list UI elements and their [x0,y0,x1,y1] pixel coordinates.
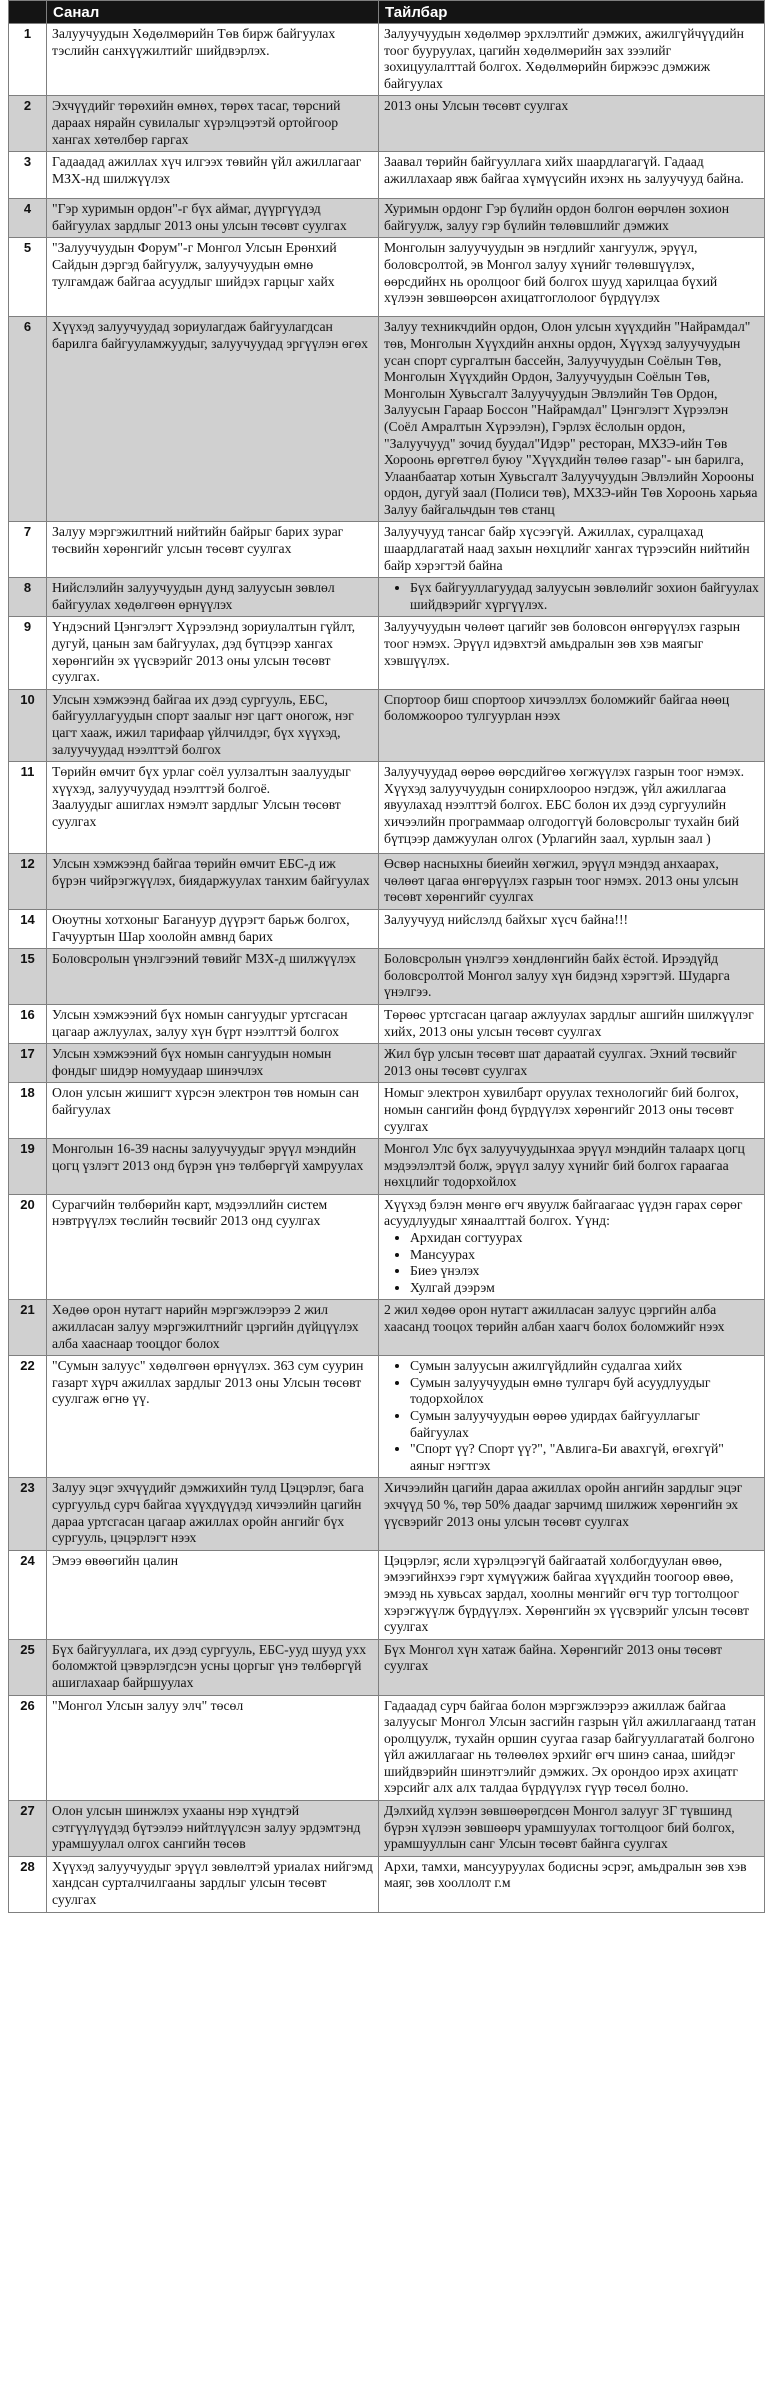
proposal-text: Хүүхэд залуучуудыг эрүүл зөвлөлтэй уриалах нийгэмд хандсан сурталчилгааны зардлыг улсын төсөвт суулгах [52,1858,373,1908]
proposal-text: Хүүхэд залуучуудад зориулагдаж байгуулагдсан барилга байгууламжуудыг, залуучуудад эргүүлэн өгөх [52,319,369,351]
note-bullet-list [384,1358,759,1474]
note-text: Хичээлийн цагийн дараа ажиллах оройн ангийн зардлыг эцэг эхчүүд 50 %, төр 50% даадаг зарчимд шилжиж хөрөнгийн эх үүсвэрийг 2013 оны улсын төсөвт суулгах [384,1480,743,1529]
note-cell [379,578,765,617]
table-row [9,1801,765,1857]
note-text: 2013 оны Улсын төсөвт суулгах [384,98,569,114]
note-text: Залуучуудын хөдөлмөр эрхлэлтийг дэмжих, ажилгүйчүүдийн тоог бууруулах, цагийн хөдөлмөрийн зах зээлийг зохицуулалттай болгох. Хөдөлмөрийн биржээс дэмжиж байгуулах [384,26,744,91]
note-text: Хүүхэд бэлэн мөнгө өгч явуулж байгаагаас үүдэн гарах сөрөг асуудлуудыг хянаалттай болгох. Үүнд: [384,1196,743,1229]
row-number: 4 [9,199,47,238]
proposal-text: Хөдөө орон нутагт нарийн мэргэжлээрээ 2 жил ажилласан залуу мэргэжилтнийг цэргийн дүйцүүлэх алба хааснаар тооцдог болох [52,1302,359,1351]
proposal-cell [47,96,379,152]
table-row [9,24,765,96]
row-number: 12 [9,854,47,910]
row-number: 25 [9,1639,47,1695]
table-row [9,617,765,689]
proposal-text: Сурагчийн төлбөрийн карт, мэдээллийн систем нэвтрүүлэх төслийн төсвийг 2013 онд суулгах [52,1196,328,1229]
note-cell [379,1639,765,1695]
proposal-text: Олон улсын шинжлэх ухааны нэр хүндтэй сэтгүүлүүдэд бүтээлээ нийтлүүлсэн залуу эрдэмтэнд урамшуулал олгох сангийн төсөв [52,1803,361,1852]
row-number: 19 [9,1139,47,1195]
note-text: Хуримын ордонг Гэр бүлийн ордон болгон өөрчлөн зохион байгуулж, залуу гэр бүлийн төлөвшлийг дэмжих [384,201,730,233]
proposal-text: Залуу эцэг эхчүүдийг дэмжихийн тулд Цэцэрлэг, бага сургуульд сурч байгаа хүүхдүүдэд хичээлийн цагийн дараа уртсгасан цагаар ажиллах оройн ангийг бүх сургууль, цэцэрлэгт нээх [52,1480,364,1546]
proposal-cell [47,1139,379,1195]
note-text: Дэлхийд хүлээн зөвшөөрөгдсөн Монгол залууг 3Г түвшинд бүрэн хүлээн зөвшөөрч урамшуулах тогтолцоог бий болгох, урамшууллын санг Улсын төсөвт байнга суулгах [384,1803,735,1852]
proposal-text: "Монгол Улсын залуу элч" төсөл [52,1697,244,1713]
note-text: Залуучууд нийслэлд байхыг хүсч байна!!! [384,911,629,927]
proposal-cell [47,1004,379,1043]
proposal-cell [47,1695,379,1801]
note-bullet-item: • Бүх байгууллагуудад залуусын зөвлөлийг зохион байгуулах шийдвэрийг хүргүүлэх. [410,580,759,613]
note-text: 2 жил хөдөө орон нутагт ажилласан залуус цэргийн алба хаасанд тооцох төрийн албан хаагч болох боломжийг нээх [384,1302,725,1335]
proposal-cell [47,1194,379,1300]
note-text: Монголын залуучуудын эв нэгдлийг хангуулж, эрүүл, боловсролтой, эв Монгол залуу хүнийг төлөвшүүлэх, өөрсдийнх нь оролцоог бий болгох шууд харилцаа бүхий хүлээн зөвшөөрсөн ахицатгоглолоог бүрдүүлэх [384,240,718,306]
table-row [9,1639,765,1695]
row-number: 24 [9,1550,47,1639]
table-row [9,762,765,854]
note-text: Өсвөр насныхны биеийн хөгжил, эрүүл мэндэд анхаарах, чөлөөт цагаа өнгөрүүлэх газрын тоог нэмэх. 2013 оны улсын төсөвт хөрөнгийг суулгах [384,856,739,905]
note-bullet-item: • Сумын залуучуудын өөрөө удирдах байгууллагыг байгуулах [410,1408,759,1441]
table-row [9,578,765,617]
proposal-text: Эмээ өвөөгийн цалин [52,1552,179,1568]
row-number: 18 [9,1083,47,1139]
note-text: Цэцэрлэг, ясли хүрэлцээгүй байгаатай холбогдуулан өвөө, эмээгийнхээ гэрт хүмүүжиж байгаа хүүхдийн тоогоор өвөө, эмээд нь хувьсах зардал, хоолны мөнгийг өгч тур тогтолцоог хэрэгжүүлж бүрдүүлэх. Хөрөнгийн эх үүсвэрийг улсын төсөвт суулгах [384,1552,749,1635]
proposal-text: "Залуучуудын Форум"-г Монгол Улсын Ерөнхий Сайдын дэргэд байгуулж, залуучуудын өмнө тулгамдаж байгаа асуудлыг шийдэх гарцыг хайх [52,240,337,289]
row-number: 10 [9,689,47,761]
note-text: Монгол Улс бүх залуучуудынхаа эрүүл мэндийн талаарх цогц мэдээлэлтэй болж, эрүүл залуу хүнийг бий болгох гараагаа нөхцлийг тодорхойлох [384,1141,745,1190]
note-cell [379,1044,765,1083]
proposal-text: Нийслэлийн залуучуудын дунд залуусын зөвлөл байгуулах хөдөлгөөн өрнүүлэх [52,580,335,612]
proposal-cell [47,199,379,238]
note-text: Залуучуудад өөрөө өөрсдийгөө хөгжүүлэх газрын тоог нэмэх. Хүүхэд залуучуудын сонирхлоороо нэгдэж, үйл ажиллагаа явуулахад нээлттэй болгох. ЕБС болон их дээд сургуулийн хичээлийн программаар олгодоггүй боловсролыг тухайн бий бүтцээр дамжуулан олгох (Урлагийн заал, хурлын заал ) [384,764,745,846]
proposal-text: Эхчүүдийг төрөхийн өмнөх, төрөх тасаг, төрсний дараах нярайн сувилалыг хүрэлцээтэй ортойгоор хангах хөтөлбөр гаргах [52,98,341,147]
row-number: 3 [9,152,47,199]
table-row [9,152,765,199]
note-cell [379,617,765,689]
row-number: 9 [9,617,47,689]
table-row [9,238,765,317]
proposal-cell [47,1639,379,1695]
proposal-text: Залуучуудын Хөдөлмөрийн Төв бирж байгуулах тэслийн санхүүжилтийг шийдвэрлэх. [52,26,336,58]
note-bullet-list [384,580,759,613]
table-row [9,949,765,1005]
proposal-text: Залуу мэргэжилтний нийтийн байрыг барих зураг төсвийн хөрөнгийг улсын төсөвт суулгах [52,524,344,557]
row-number: 28 [9,1856,47,1912]
note-cell [379,522,765,578]
proposal-cell [47,578,379,617]
note-text: Гадаадад сурч байгаа болон мэргэжлээрээ ажиллаж байгаа залуусыг Монгол Улсын засгийн газрын үйл ажиллагаанд татан оролцуулж, тухайн оршин суугаа газар байгууллагатай болгоно үйл ажиллагааг нь төлөөлөх эрхийг өгч шинэ санаа, шийдэг шийдвэрийн шинэтгэлийг дэмжих. Эх орондоо ирэх ахицатг хэрсийг алх алх талдаа бүрдүүлэх гүүр төсөл болно. [384,1697,756,1796]
note-cell [379,854,765,910]
row-number: 2 [9,96,47,152]
table-row [9,1695,765,1801]
note-bullet-item: • "Спорт үү? Спорт үү?", "Авлига-Би авахгүй, өгөхгүй" аяныг нэгтгэх [410,1441,759,1474]
proposal-text: Улсын хэмжээнд байгаа их дээд сургууль, ЕБС, байгууллагуудын спорт заалыг нэг цагт оногож, нэг цагт хааж, ижил тарифаар үйлчилдэг, бүх хүүхэд, залуучуудад нээлттэй болгох [52,691,354,757]
table-row [9,96,765,152]
note-cell [379,152,765,199]
note-text: Жил бүр улсын төсөвт шат дараатай суулгах. Эхний төсвийг 2013 оны төсөвт суулгах [384,1046,737,1078]
note-text: Залуучууд тансаг байр хүсээгүй. Ажиллах, суралцахад шаардлагатай наад захын нөхцлийг хангах түрээсийн нийтийн байр хэрэгтэй байна [384,524,750,573]
table-row [9,1356,765,1478]
table-row [9,199,765,238]
note-cell [379,1695,765,1801]
row-number: 11 [9,762,47,854]
proposal-cell [47,522,379,578]
proposal-cell [47,24,379,96]
proposal-cell [47,317,379,522]
note-cell [379,24,765,96]
note-cell [379,949,765,1005]
proposal-text: Улсын хэмжээний бүх номын сангуудыг уртсгасан цагаар ажлуулах, залуу хүн бүрт нээлттэй болгох [52,1006,348,1039]
note-cell [379,1356,765,1478]
header-proposal: Санал [47,1,379,24]
proposal-table-document [8,0,764,1913]
note-bullet-item: • Хулгай дээрэм [410,1280,759,1297]
note-cell [379,1004,765,1043]
proposal-cell [47,152,379,199]
row-number: 20 [9,1194,47,1300]
proposal-text: Гадаадад ажиллах хүч илгээх төвийн үйл ажиллагааг МЗХ-нд шилжүүлэх [52,154,362,186]
table-row [9,1856,765,1912]
note-bullet-item: • Сумын залуучуудын өмнө тулгарч буй асуудлуудыг тодорхойлох [410,1375,759,1408]
row-number: 22 [9,1356,47,1478]
note-cell [379,1194,765,1300]
note-bullet-list [384,1230,759,1296]
row-number: 27 [9,1801,47,1857]
note-cell [379,1856,765,1912]
note-text: Бүх Монгол хүн хатаж байна. Хөрөнгийг 2013 оны төсөвт суулгах [384,1641,723,1674]
row-number: 6 [9,317,47,522]
table-row [9,854,765,910]
proposal-cell [47,762,379,854]
note-text: Боловсролын үнэлгээ хөндлөнгийн байх ёстой. Ирээдүйд боловсролтой Монгол залуу хүн бидэнд хэрэгтэй. Шударга үнэлгээ. [384,951,730,1000]
table-row [9,1004,765,1043]
row-number: 8 [9,578,47,617]
note-bullet-item: • Биеэ үнэлэх [410,1263,759,1280]
row-number: 5 [9,238,47,317]
note-bullet-item: • Сумын залуусын ажилгүйдлийн судалгаа хийх [410,1358,759,1375]
header-note: Тайлбар [379,1,765,24]
note-cell [379,1478,765,1550]
proposal-cell [47,1478,379,1550]
proposal-cell [47,1801,379,1857]
table-row [9,1139,765,1195]
proposal-text: Олон улсын жишигт хүрсэн электрон төв номын сан байгуулах [52,1085,359,1117]
row-number: 15 [9,949,47,1005]
proposal-text: Төрийн өмчит бүх урлаг соёл уулзалтын заалуудыг хүүхэд, залуучуудад нээлттэй болгоё. [52,764,351,796]
note-cell [379,909,765,948]
note-text: Номыг электрон хувилбарт оруулах технологийг бий болгох, номын сангийн фонд бүрдүүлэх хөрөнгийг 2013 оны төсөвт суулгах [384,1085,739,1134]
proposal-cell [47,689,379,761]
proposal-text: Боловсролын үнэлгээний төвийг МЗХ-д шилжүүлэх [52,951,357,967]
note-text: Залуу техникчдийн ордон, Олон улсын хүүхдийн "Найрамдал" төв, Монголын Хүүхдийн анхны ордон, Хүүхэд залуучуудын усан спорт сургалтын бассейн, Залуучуудын Соёлын Төв, Монголын Хүүхдийн Ордон, Залуучуудын Соёлын Төв, Монголын Хувьсгалт Залуучуудын Эвлэлийн Төв Ордон, Залуусын Гараар Боссон "Найрамдал" Цэнгэлэгт Хүрээлэн (Соёл Амралтын Хүрээлэн), Гэрлэх ёслолын ордон, "Залуучууд" зочид буудал"Идэр" ресторан, МХЗЭ-ийн Төв Хороонь өргөтгөл буюу "Хүүхдийн төлөө газар"- ын барилга, Улаанбаатар хотын Хувьсгалт Залуучуудын Эвлэлийн Хорооны ордон, дугуй заал (Полиси төв), МХЗЭ-ийн Төв Хороонь харьяа Залуу байгальчдын төв станц [384,319,758,517]
note-bullet-item: • Архидан согтуурах [410,1230,759,1247]
table-row [9,522,765,578]
note-cell [379,762,765,854]
note-bullet-item: • Мансуурах [410,1247,759,1264]
proposal-cell [47,1356,379,1478]
note-cell [379,1083,765,1139]
proposal-text: "Гэр хуримын ордон"-г бүх аймаг, дүүргүүдэд байгуулах зардлыг 2013 оны улсын төсөвт суулгах [52,201,347,233]
proposal-cell [47,238,379,317]
note-text: Заавал төрийн байгууллага хийх шаардлагагүй. Гадаад ажиллахаар явж байгаа хүмүүсийн ихэнх нь залуучууд байна. [384,154,744,186]
table-row [9,1550,765,1639]
table-row [9,1194,765,1300]
proposal-cell [47,949,379,1005]
note-cell [379,689,765,761]
table-header-row [9,1,765,24]
row-number: 26 [9,1695,47,1801]
proposal-cell [47,854,379,910]
note-cell [379,238,765,317]
row-number: 17 [9,1044,47,1083]
row-number: 14 [9,909,47,948]
proposal-cell [47,909,379,948]
proposal-text: Үндэсний Цэнгэлэгт Хүрээлэнд зориулалтын гүйлт, дугуй, цанын зам байгуулах, дэд бүтцээр хангах хөрөнгийн эх үүсвэрийг 2013 оны улсын төсөвт суулгах. [52,619,356,685]
proposal-text: Монголын 16-39 насны залуучуудыг эрүүл мэндийн цогц үзлэгт 2013 онд бүрэн үнэ төлбөргүй хамруулах [52,1141,364,1173]
note-cell [379,1801,765,1857]
proposal-text: Оюутны хотхоныг Багануур дүүрэгт барьж болгох, Гачууртын Шар хоолойн амвнд барих [52,911,350,944]
note-text: Төрөөс уртсгасан цагаар ажлуулах зардлыг ашгийн шилжүүлэг хийх, 2013 оны улсын төсөвт суулгах [384,1006,754,1039]
note-text: Архи, тамхи, мансууруулах бодисны эсрэг, амьдралын зөв хэв маяг, зөв хооллолт г.м [384,1858,747,1891]
table-row [9,317,765,522]
proposal-cell [47,1044,379,1083]
table-row [9,1044,765,1083]
table-body [9,24,765,1913]
row-number: 21 [9,1300,47,1356]
proposal-cell [47,617,379,689]
note-text: Залуучуудын чөлөөт цагийг зөв боловсон өнгөрүүлэх газрын тоог нэмэх. Эрүүл идэвхтэй амьдралын зөв хэв маягыг хэвшүүлэх. [384,619,741,668]
proposal-text: Улсын хэмжээнд байгаа төрийн өмчит ЕБС-д иж бүрэн чийрэгжүүлэх, биядаржуулах танхим байгуулах [52,856,370,888]
row-number: 23 [9,1478,47,1550]
note-text: Спортоор биш спортоор хичээллэх боломжийг байгаа нөөц боломжоороо тулгуурлан нээх [384,691,730,724]
table-row [9,689,765,761]
proposal-cell [47,1083,379,1139]
proposal-text: Бүх байгууллага, их дээд сургууль, ЕБС-ууд шууд ухх боломжтой цэвэрлэгдсэн усны цоргыг үнэ төлбөргүй ашиглахаар байршуулах [52,1641,367,1690]
note-cell [379,96,765,152]
proposal-text: "Сумын залуус" хөдөлгөөн өрнүүлэх. 363 сум суурин газарт хүрч ажиллах зардлыг 2013 оны Улсын төсөвт суулгаж өгнө үү. [52,1358,364,1407]
table-row [9,1083,765,1139]
proposal-cell [47,1550,379,1639]
row-number: 7 [9,522,47,578]
table-row [9,909,765,948]
header-number [9,1,47,24]
note-cell [379,1300,765,1356]
proposal-text-2: Заалуудыг ашиглах нэмэлт зардлыг Улсын төсөвт суулгах [52,797,341,829]
proposal-table [8,0,765,1913]
proposal-cell [47,1856,379,1912]
note-cell [379,1550,765,1639]
note-cell [379,199,765,238]
note-cell [379,1139,765,1195]
row-number: 16 [9,1004,47,1043]
proposal-cell [47,1300,379,1356]
row-number: 1 [9,24,47,96]
table-row [9,1300,765,1356]
proposal-text: Улсын хэмжээний бүх номын сангуудын номын фондыг шидэр номуудаар шинэчлэх [52,1046,332,1078]
table-row [9,1478,765,1550]
note-cell [379,317,765,522]
